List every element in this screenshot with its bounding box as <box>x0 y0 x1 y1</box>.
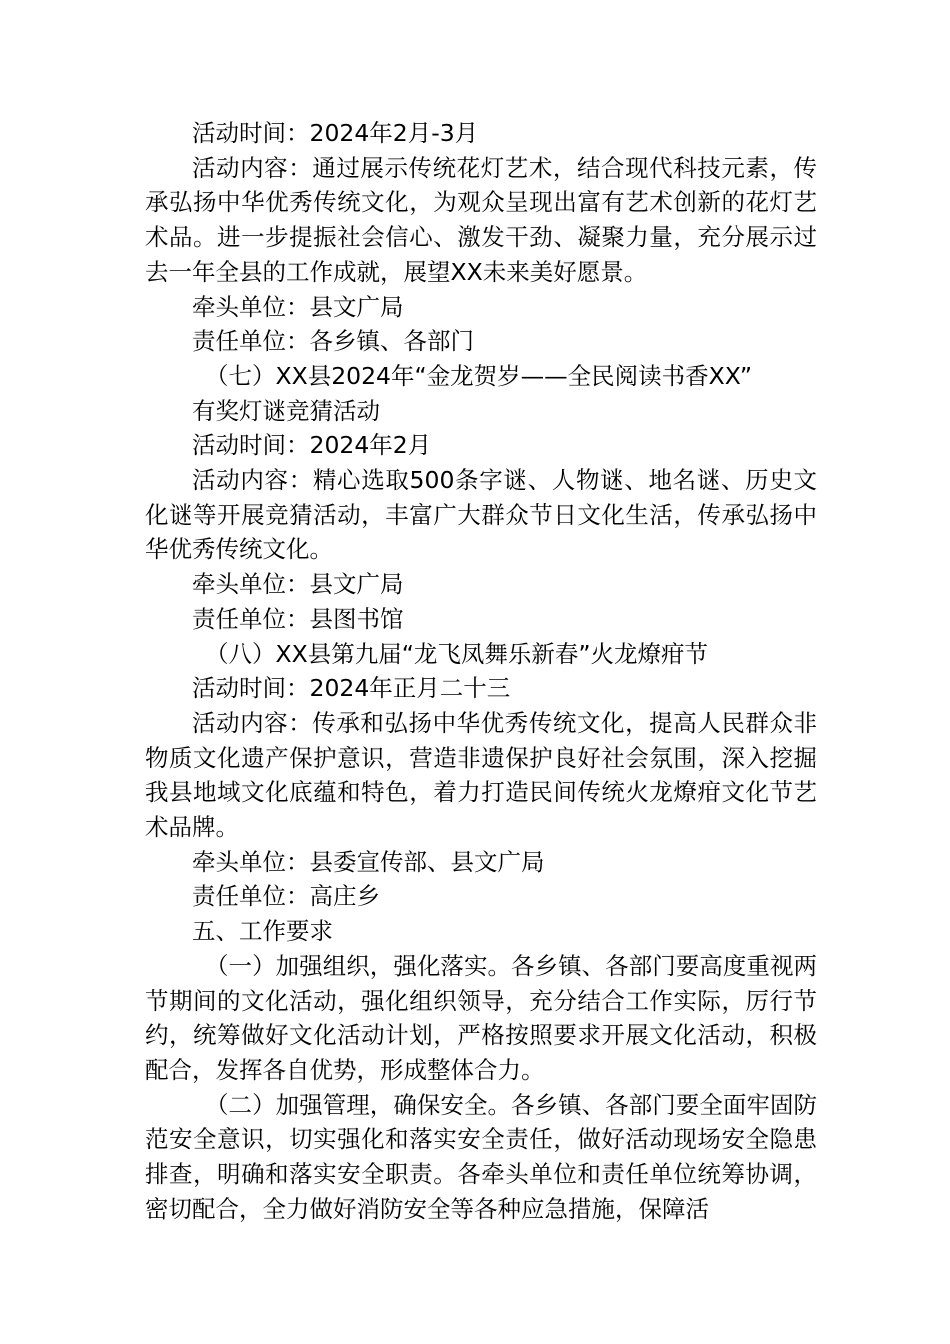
requirement-paragraph-2: （二）加强管理，确保安全。各乡镇、各部门要全面牢固防范安全意识，切实强化和落实安全责任，做好活动现场安全隐患排查，明确和落实安全职责。各牵头单位和责任单位统筹协调，密切配合，全力做好消防安全等各种应急措施，保障活 <box>145 1090 817 1223</box>
activity-time-paragraph: 活动时间：2024年正月二十三 <box>192 674 511 703</box>
section-heading-work-requirements: 五、工作要求 <box>192 917 333 946</box>
activity-time-paragraph: 活动时间：2024年2月-3月 <box>192 119 479 147</box>
activity-content-paragraph: 活动内容：通过展示传统花灯艺术，结合现代科技元素，传承弘扬中华优秀传统文化，为观众呈现出富有艺术创新的花灯艺术品。进一步提振社会信心、激发干劲、凝聚力量，充分展示过去一年全县的工作成就，展望XX未来美好愿景。 <box>145 153 817 286</box>
section-heading-7-continued: 有奖灯谜竞猜活动 <box>192 396 380 425</box>
activity-time-paragraph: 活动时间：2024年2月 <box>192 431 432 460</box>
lead-unit-paragraph: 牵头单位：县委宣传部、县文广局 <box>192 847 545 876</box>
requirement-paragraph-1: （一）加强组织，强化落实。各乡镇、各部门要高度重视两节期间的文化活动，强化组织领导，充分结合工作实际，厉行节约，统筹做好文化活动计划，严格按照要求开展文化活动，积极配合，发挥各自优势，形成整体合力。 <box>145 951 817 1084</box>
lead-unit-paragraph: 牵头单位：县文广局 <box>192 570 404 599</box>
responsible-unit-paragraph: 责任单位：高庄乡 <box>192 882 380 911</box>
lead-unit-paragraph: 牵头单位：县文广局 <box>192 292 404 321</box>
responsible-unit-paragraph: 责任单位：各乡镇、各部门 <box>192 327 474 356</box>
activity-content-paragraph: 活动内容：传承和弘扬中华优秀传统文化，提高人民群众非物质文化遗产保护意识，营造非遗保护良好社会氛围，深入挖掘我县地域文化底蕴和特色，着力打造民间传统火龙燎疳文化节艺术品牌。 <box>145 708 817 842</box>
section-heading-8: （八）XX县第九届“龙飞凤舞乐新春”火龙燎疳节 <box>205 639 709 668</box>
responsible-unit-paragraph: 责任单位：县图书馆 <box>192 604 404 633</box>
activity-content-paragraph: 活动内容：精心选取500条字谜、人物谜、地名谜、历史文化谜等开展竞猜活动，丰富广大群众节日文化生活，传承弘扬中华优秀传统文化。 <box>145 466 817 564</box>
section-heading-7: （七）XX县2024年“金龙贺岁——全民阅读书香XX” <box>205 361 753 390</box>
document-body <box>145 116 817 1227</box>
